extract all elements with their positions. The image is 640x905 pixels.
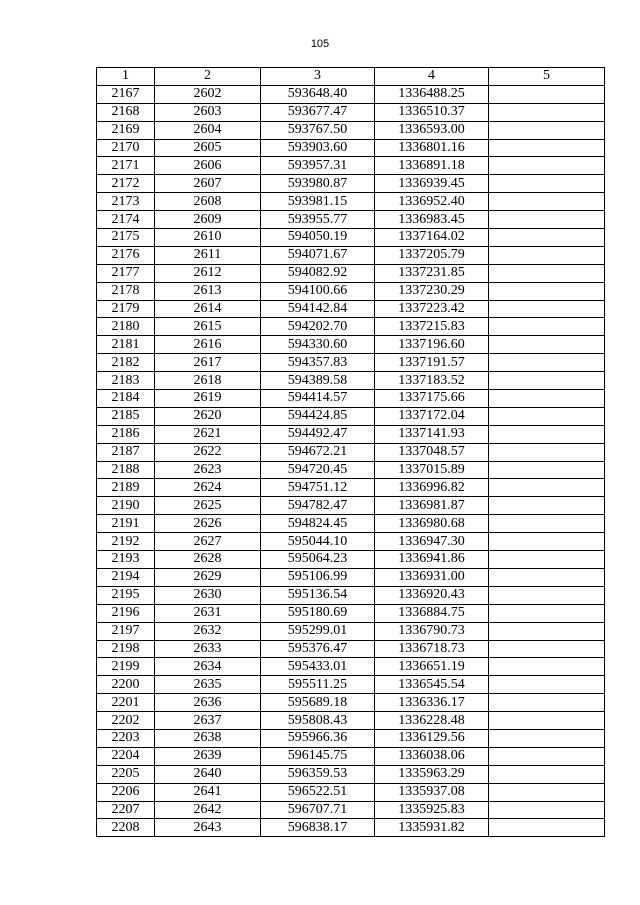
table-cell-col-5 [489, 157, 605, 175]
table-cell-col-1: 2203 [97, 729, 155, 747]
table-row [97, 479, 605, 497]
table-cell-col-4: 1336891.18 [375, 157, 489, 175]
table-cell-col-2: 2604 [155, 121, 261, 139]
table-cell-col-5 [489, 264, 605, 282]
table-cell-col-5 [489, 336, 605, 354]
table-row [97, 568, 605, 586]
table-cell-col-1: 2180 [97, 318, 155, 336]
table-row [97, 551, 605, 569]
table-cell-col-4: 1335937.08 [375, 783, 489, 801]
table-cell-col-2: 2611 [155, 246, 261, 264]
table-cell-col-1: 2192 [97, 533, 155, 551]
table-cell-col-2: 2626 [155, 515, 261, 533]
table-cell-col-4: 1336981.87 [375, 497, 489, 515]
table-cell-col-3: 595064.23 [261, 551, 375, 569]
table-cell-col-1: 2184 [97, 390, 155, 408]
table-cell-col-2: 2610 [155, 229, 261, 247]
table-row [97, 246, 605, 264]
table-cell-col-5 [489, 246, 605, 264]
table-cell-col-5 [489, 479, 605, 497]
table-cell-col-3: 595044.10 [261, 533, 375, 551]
table-cell-col-1: 2185 [97, 407, 155, 425]
table-cell-col-2: 2620 [155, 407, 261, 425]
table-cell-col-2: 2639 [155, 747, 261, 765]
table-cell-col-1: 2182 [97, 354, 155, 372]
table-row [97, 157, 605, 175]
table-cell-col-4: 1335931.82 [375, 819, 489, 837]
table-cell-col-5 [489, 103, 605, 121]
table-cell-col-2: 2625 [155, 497, 261, 515]
table-cell-col-3: 596522.51 [261, 783, 375, 801]
table-cell-col-3: 594357.83 [261, 354, 375, 372]
table-row [97, 622, 605, 640]
table-cell-col-4: 1337183.52 [375, 372, 489, 390]
table-row [97, 658, 605, 676]
table-cell-col-5 [489, 729, 605, 747]
table-cell-col-3: 594082.92 [261, 264, 375, 282]
table-cell-col-3: 594720.45 [261, 461, 375, 479]
table-cell-col-4: 1337172.04 [375, 407, 489, 425]
table-cell-col-4: 1336980.68 [375, 515, 489, 533]
table-row [97, 264, 605, 282]
table-cell-col-3: 595180.69 [261, 604, 375, 622]
table-cell-col-5 [489, 568, 605, 586]
table-cell-col-5 [489, 461, 605, 479]
table-cell-col-3: 594142.84 [261, 300, 375, 318]
table-cell-col-1: 2171 [97, 157, 155, 175]
table-cell-col-5 [489, 658, 605, 676]
table-cell-col-1: 2188 [97, 461, 155, 479]
table-row [97, 819, 605, 837]
table-cell-col-2: 2643 [155, 819, 261, 837]
table-cell-col-1: 2206 [97, 783, 155, 801]
table-row [97, 211, 605, 229]
table-row [97, 783, 605, 801]
table-row [97, 747, 605, 765]
table-cell-col-1: 2167 [97, 85, 155, 103]
table-cell-col-1: 2174 [97, 211, 155, 229]
table-cell-col-5 [489, 229, 605, 247]
table-cell-col-4: 1337164.02 [375, 229, 489, 247]
table-cell-col-4: 1336947.30 [375, 533, 489, 551]
table-cell-col-2: 2609 [155, 211, 261, 229]
table-cell-col-2: 2616 [155, 336, 261, 354]
table-row [97, 694, 605, 712]
table-row [97, 461, 605, 479]
table-cell-col-5 [489, 121, 605, 139]
table-cell-col-3: 595299.01 [261, 622, 375, 640]
table-row [97, 604, 605, 622]
table-cell-col-5 [489, 694, 605, 712]
table-cell-col-1: 2178 [97, 282, 155, 300]
table-cell-col-5 [489, 390, 605, 408]
table-cell-col-4: 1336939.45 [375, 175, 489, 193]
table-cell-col-3: 595106.99 [261, 568, 375, 586]
table-cell-col-1: 2181 [97, 336, 155, 354]
table-cell-col-5 [489, 407, 605, 425]
table-row [97, 121, 605, 139]
table-row [97, 425, 605, 443]
table-cell-col-1: 2195 [97, 586, 155, 604]
table-cell-col-2: 2628 [155, 551, 261, 569]
table-cell-col-5 [489, 604, 605, 622]
table-cell-col-2: 2608 [155, 193, 261, 211]
column-header-4: 4 [375, 68, 489, 86]
table-cell-col-1: 2198 [97, 640, 155, 658]
table-cell-col-4: 1337223.42 [375, 300, 489, 318]
table-cell-col-5 [489, 819, 605, 837]
table-cell-col-5 [489, 622, 605, 640]
table-row [97, 390, 605, 408]
table-cell-col-2: 2630 [155, 586, 261, 604]
table-cell-col-1: 2205 [97, 765, 155, 783]
table-cell-col-1: 2201 [97, 694, 155, 712]
table-cell-col-5 [489, 533, 605, 551]
table-cell-col-5 [489, 425, 605, 443]
table-cell-col-4: 1336801.16 [375, 139, 489, 157]
table-cell-col-1: 2199 [97, 658, 155, 676]
table-cell-col-4: 1337191.57 [375, 354, 489, 372]
table-cell-col-3: 596145.75 [261, 747, 375, 765]
table-row [97, 533, 605, 551]
table-row [97, 354, 605, 372]
table-cell-col-4: 1337215.83 [375, 318, 489, 336]
table-cell-col-2: 2637 [155, 712, 261, 730]
table-row [97, 193, 605, 211]
table-row [97, 712, 605, 730]
table-cell-col-2: 2622 [155, 443, 261, 461]
table-cell-col-4: 1337231.85 [375, 264, 489, 282]
table-cell-col-4: 1337230.29 [375, 282, 489, 300]
table-row [97, 175, 605, 193]
table-cell-col-4: 1337141.93 [375, 425, 489, 443]
table-row [97, 443, 605, 461]
table-cell-col-2: 2631 [155, 604, 261, 622]
table-cell-col-5 [489, 676, 605, 694]
table-cell-col-2: 2619 [155, 390, 261, 408]
table-cell-col-2: 2605 [155, 139, 261, 157]
table-body [97, 85, 605, 836]
table-cell-col-3: 593981.15 [261, 193, 375, 211]
table-cell-col-1: 2197 [97, 622, 155, 640]
table-cell-col-3: 593980.87 [261, 175, 375, 193]
table-cell-col-4: 1337196.60 [375, 336, 489, 354]
table-cell-col-1: 2173 [97, 193, 155, 211]
table-cell-col-3: 596838.17 [261, 819, 375, 837]
table-row [97, 229, 605, 247]
table-cell-col-5 [489, 443, 605, 461]
table-cell-col-3: 596707.71 [261, 801, 375, 819]
table-cell-col-1: 2186 [97, 425, 155, 443]
table-cell-col-4: 1336931.00 [375, 568, 489, 586]
table-cell-col-2: 2614 [155, 300, 261, 318]
table-cell-col-5 [489, 282, 605, 300]
table-cell-col-4: 1336510.37 [375, 103, 489, 121]
table-row [97, 765, 605, 783]
table-cell-col-3: 593955.77 [261, 211, 375, 229]
table-row [97, 407, 605, 425]
table-cell-col-5 [489, 515, 605, 533]
page-number: 105 [310, 38, 330, 50]
table-row [97, 300, 605, 318]
table-cell-col-4: 1337048.57 [375, 443, 489, 461]
table-cell-col-5 [489, 586, 605, 604]
table-cell-col-4: 1336545.54 [375, 676, 489, 694]
table-cell-col-5 [489, 354, 605, 372]
table-cell-col-2: 2640 [155, 765, 261, 783]
coordinates-table [96, 67, 605, 837]
table-row [97, 336, 605, 354]
table-cell-col-1: 2208 [97, 819, 155, 837]
table-cell-col-2: 2623 [155, 461, 261, 479]
table-cell-col-5 [489, 318, 605, 336]
table-cell-col-4: 1336996.82 [375, 479, 489, 497]
table-cell-col-1: 2187 [97, 443, 155, 461]
table-cell-col-1: 2202 [97, 712, 155, 730]
table-cell-col-3: 595136.54 [261, 586, 375, 604]
table-cell-col-1: 2189 [97, 479, 155, 497]
table-cell-col-3: 593903.60 [261, 139, 375, 157]
table-cell-col-2: 2612 [155, 264, 261, 282]
table-cell-col-4: 1336336.17 [375, 694, 489, 712]
table-cell-col-1: 2179 [97, 300, 155, 318]
table-cell-col-5 [489, 801, 605, 819]
table-header-row [97, 68, 605, 86]
column-header-3: 3 [261, 68, 375, 86]
table-cell-col-3: 594071.67 [261, 246, 375, 264]
table-row [97, 729, 605, 747]
table-cell-col-4: 1336228.48 [375, 712, 489, 730]
table-cell-col-2: 2635 [155, 676, 261, 694]
table-cell-col-2: 2615 [155, 318, 261, 336]
table-cell-col-1: 2196 [97, 604, 155, 622]
table-cell-col-2: 2636 [155, 694, 261, 712]
table-cell-col-2: 2606 [155, 157, 261, 175]
table-cell-col-1: 2191 [97, 515, 155, 533]
table-cell-col-1: 2176 [97, 246, 155, 264]
table-cell-col-2: 2642 [155, 801, 261, 819]
table-row [97, 640, 605, 658]
table-cell-col-5 [489, 712, 605, 730]
table-row [97, 801, 605, 819]
table-cell-col-5 [489, 747, 605, 765]
table-cell-col-3: 594824.45 [261, 515, 375, 533]
column-header-5: 5 [489, 68, 605, 86]
table-cell-col-5 [489, 211, 605, 229]
table-cell-col-1: 2172 [97, 175, 155, 193]
table-cell-col-5 [489, 85, 605, 103]
table-cell-col-2: 2641 [155, 783, 261, 801]
table-cell-col-4: 1336952.40 [375, 193, 489, 211]
table-cell-col-3: 595689.18 [261, 694, 375, 712]
table-cell-col-3: 594782.47 [261, 497, 375, 515]
table-cell-col-2: 2632 [155, 622, 261, 640]
table-cell-col-4: 1336884.75 [375, 604, 489, 622]
table-cell-col-1: 2169 [97, 121, 155, 139]
table-cell-col-5 [489, 139, 605, 157]
table-cell-col-4: 1336038.06 [375, 747, 489, 765]
table-cell-col-4: 1335925.83 [375, 801, 489, 819]
table-cell-col-3: 595376.47 [261, 640, 375, 658]
table-cell-col-4: 1336790.73 [375, 622, 489, 640]
table-cell-col-3: 595511.25 [261, 676, 375, 694]
table-cell-col-3: 595433.01 [261, 658, 375, 676]
table-cell-col-2: 2634 [155, 658, 261, 676]
table-cell-col-1: 2170 [97, 139, 155, 157]
table-row [97, 372, 605, 390]
table-row [97, 282, 605, 300]
table-cell-col-3: 594100.66 [261, 282, 375, 300]
table-cell-col-2: 2602 [155, 85, 261, 103]
table-cell-col-1: 2190 [97, 497, 155, 515]
table-cell-col-2: 2627 [155, 533, 261, 551]
table-row [97, 497, 605, 515]
table-cell-col-1: 2193 [97, 551, 155, 569]
table-cell-col-3: 594202.70 [261, 318, 375, 336]
table-cell-col-3: 594330.60 [261, 336, 375, 354]
table-cell-col-1: 2183 [97, 372, 155, 390]
table-cell-col-5 [489, 783, 605, 801]
table-cell-col-1: 2194 [97, 568, 155, 586]
table-cell-col-4: 1336983.45 [375, 211, 489, 229]
table-cell-col-1: 2168 [97, 103, 155, 121]
table-cell-col-4: 1337205.79 [375, 246, 489, 264]
table-cell-col-2: 2633 [155, 640, 261, 658]
table-cell-col-3: 594050.19 [261, 229, 375, 247]
table-cell-col-2: 2617 [155, 354, 261, 372]
table-cell-col-3: 593957.31 [261, 157, 375, 175]
table-cell-col-5 [489, 551, 605, 569]
table-row [97, 85, 605, 103]
table-cell-col-4: 1336488.25 [375, 85, 489, 103]
table-cell-col-2: 2621 [155, 425, 261, 443]
column-header-1: 1 [97, 68, 155, 86]
table-cell-col-4: 1336920.43 [375, 586, 489, 604]
table-cell-col-5 [489, 640, 605, 658]
table-row [97, 139, 605, 157]
table-cell-col-2: 2638 [155, 729, 261, 747]
table-cell-col-4: 1336941.86 [375, 551, 489, 569]
table-cell-col-4: 1336718.73 [375, 640, 489, 658]
table-cell-col-3: 595966.36 [261, 729, 375, 747]
table-cell-col-4: 1336651.19 [375, 658, 489, 676]
table-cell-col-3: 594672.21 [261, 443, 375, 461]
table-cell-col-3: 593677.47 [261, 103, 375, 121]
table-cell-col-5 [489, 300, 605, 318]
table-cell-col-5 [489, 193, 605, 211]
table-cell-col-5 [489, 765, 605, 783]
column-header-2: 2 [155, 68, 261, 86]
table-cell-col-1: 2200 [97, 676, 155, 694]
table-cell-col-3: 593767.50 [261, 121, 375, 139]
table-cell-col-3: 594389.58 [261, 372, 375, 390]
table-cell-col-2: 2629 [155, 568, 261, 586]
table-cell-col-1: 2177 [97, 264, 155, 282]
table-cell-col-2: 2607 [155, 175, 261, 193]
table-cell-col-3: 595808.43 [261, 712, 375, 730]
table-cell-col-1: 2204 [97, 747, 155, 765]
table-cell-col-3: 596359.53 [261, 765, 375, 783]
table-cell-col-2: 2603 [155, 103, 261, 121]
table-row [97, 676, 605, 694]
table-cell-col-4: 1337015.89 [375, 461, 489, 479]
table-cell-col-5 [489, 497, 605, 515]
table-row [97, 103, 605, 121]
table-cell-col-5 [489, 372, 605, 390]
table-cell-col-1: 2207 [97, 801, 155, 819]
table-cell-col-4: 1335963.29 [375, 765, 489, 783]
table-cell-col-4: 1337175.66 [375, 390, 489, 408]
table-cell-col-2: 2618 [155, 372, 261, 390]
table-cell-col-3: 593648.40 [261, 85, 375, 103]
table-row [97, 515, 605, 533]
table-row [97, 586, 605, 604]
table-cell-col-4: 1336129.56 [375, 729, 489, 747]
table-cell-col-3: 594424.85 [261, 407, 375, 425]
table-cell-col-2: 2624 [155, 479, 261, 497]
table-row [97, 318, 605, 336]
table-cell-col-3: 594414.57 [261, 390, 375, 408]
table-cell-col-1: 2175 [97, 229, 155, 247]
table-cell-col-3: 594751.12 [261, 479, 375, 497]
table-cell-col-2: 2613 [155, 282, 261, 300]
table-cell-col-3: 594492.47 [261, 425, 375, 443]
table-cell-col-5 [489, 175, 605, 193]
table-cell-col-4: 1336593.00 [375, 121, 489, 139]
